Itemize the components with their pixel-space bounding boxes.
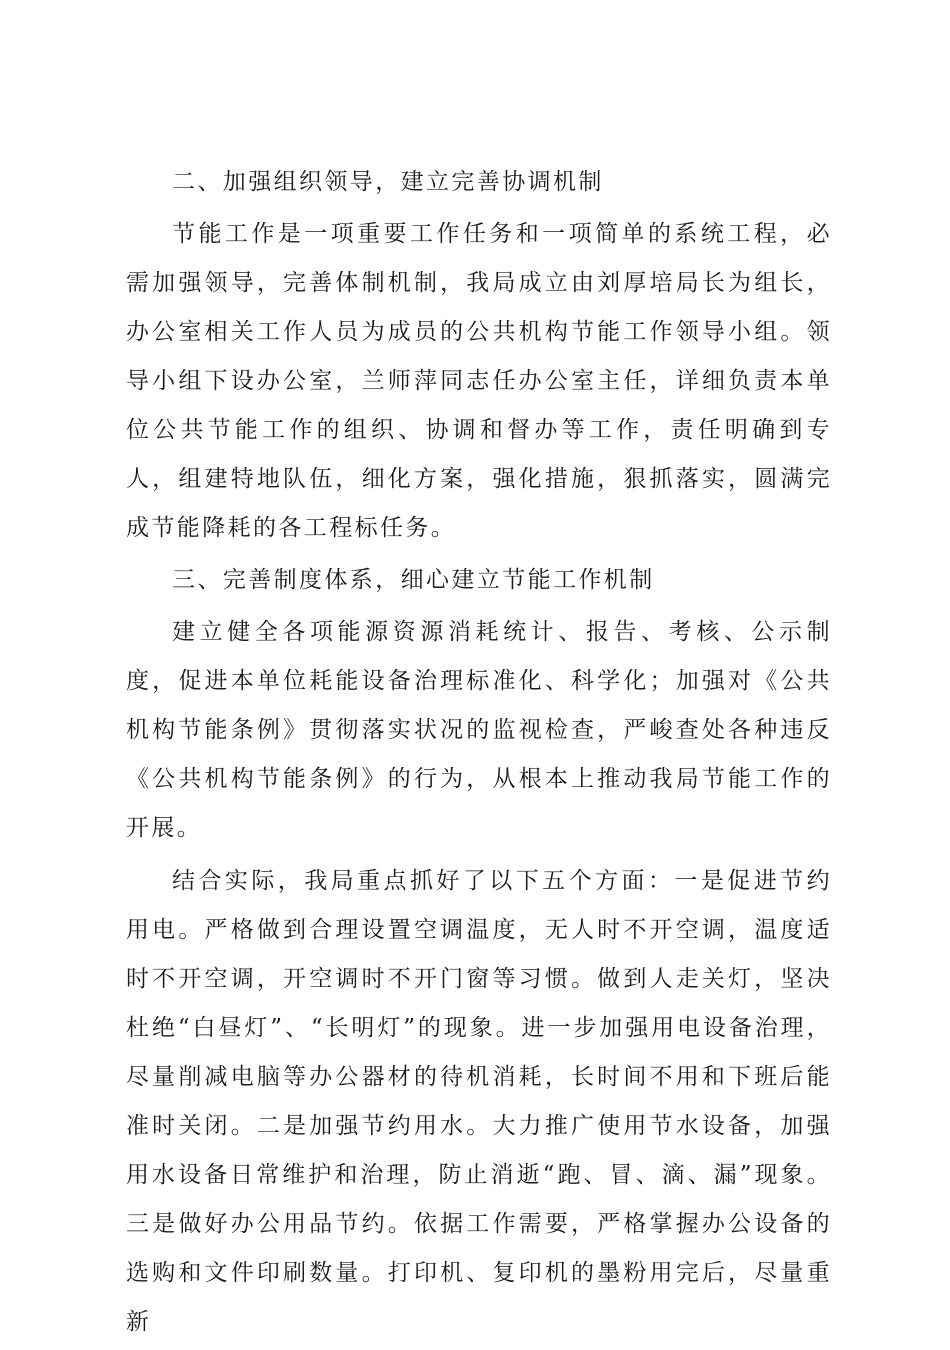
paragraph-2: 建立健全各项能源资源消耗统计、报告、考核、公示制度，促进本单位耗能设备治理标准化、科学化；加强对《公共机构节能条例》贯彻落实状况的监视检查，严峻查处各种违反《公共机构节能条例》的行为，从根本上推动我局节能工作的开展。 <box>126 619 832 842</box>
section-heading-2: 二、加强组织领导，建立完善协调机制 <box>172 169 604 195</box>
paragraph-3: 结合实际，我局重点抓好了以下五个方面：一是促进节约用电。严格做到合理设置空调温度，无人时不开空调，温度适时不开空调，开空调时不开门窗等习惯。做到人走关灯，坚决杜绝“白昼灯”、“长明灯”的现象。进一步加强用电设备治理，尽量削减电脑等办公器材的待机消耗，长时间不用和下班后能准时关闭。二是加强节约用水。大力推广使用节水设备，加强用水设备日常维护和治理，防止消逝“跑、冒、滴、漏”现象。三是做好办公用品节约。依据工作需要，严格掌握办公设备的选购和文件印刷数量。打印机、复印机的墨粉用完后，尽量重新 <box>126 867 832 1335</box>
section-heading-3: 三、完善制度体系，细心建立节能工作机制 <box>172 567 655 594</box>
paragraph-1: 节能工作是一项重要工作任务和一项简单的系统工程，必需加强领导，完善体制机制，我局成立由刘厚培局长为组长，办公室相关工作人员为成员的公共机构节能工作领导小组。领导小组下设办公室，兰师萍同志任办公室主任，详细负责本单位公共节能工作的组织、协调和督办等工作，责任明确到专人，组建特地队伍，细化方案，强化措施，狠抓落实，圆满完成节能降耗的各工程标任务。 <box>126 221 832 541</box>
document-body <box>126 158 832 1350</box>
